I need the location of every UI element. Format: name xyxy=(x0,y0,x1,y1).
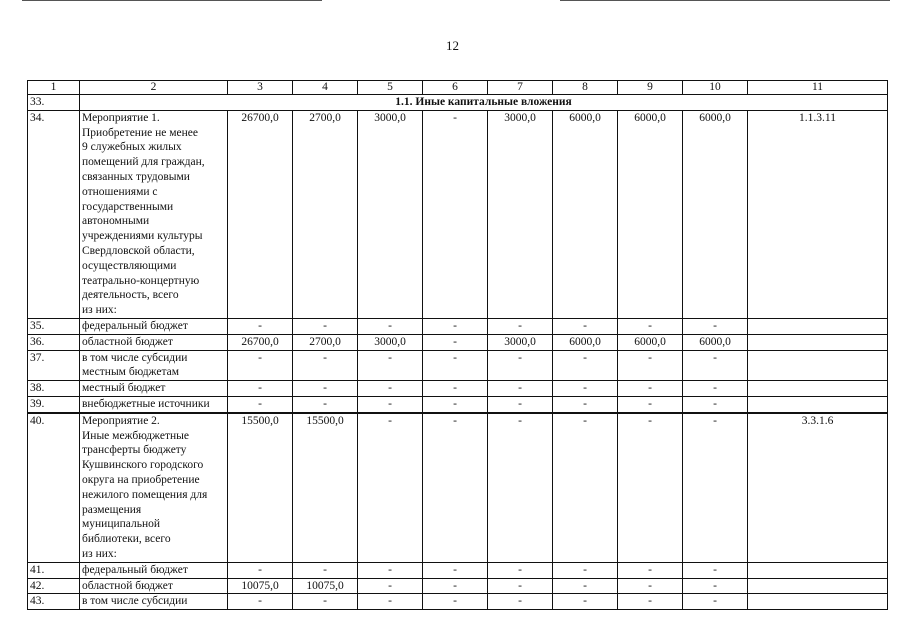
value-cell: - xyxy=(293,396,358,412)
value-cell: - xyxy=(683,594,748,610)
description-line: учреждениями культуры xyxy=(82,230,203,243)
value-cell: 3000,0 xyxy=(358,334,423,350)
value-cell: - xyxy=(358,594,423,610)
description-line: 9 служебных жилых xyxy=(82,141,182,154)
description-line: областной бюджет xyxy=(82,579,173,592)
value-cell: - xyxy=(488,578,553,594)
description-line: внебюджетные источники xyxy=(82,397,210,410)
value-cell: - xyxy=(358,562,423,578)
row-description xyxy=(80,334,228,350)
value-cell: - xyxy=(488,562,553,578)
value-cell: - xyxy=(618,381,683,397)
header-cell: 9 xyxy=(618,81,683,95)
row-number: 39. xyxy=(28,396,80,412)
description-line: из них: xyxy=(82,304,117,317)
value-cell: - xyxy=(553,562,618,578)
budget-table xyxy=(27,80,888,610)
value-cell: - xyxy=(228,396,293,412)
value-cell: - xyxy=(293,594,358,610)
description-line: областной бюджет xyxy=(82,335,173,348)
top-edge-line-left xyxy=(22,0,322,1)
value-cell: - xyxy=(228,381,293,397)
row-description xyxy=(80,318,228,334)
description-line: из них: xyxy=(82,547,117,560)
table-row xyxy=(28,381,888,397)
row-number: 36. xyxy=(28,334,80,350)
description-line: размещения xyxy=(82,503,142,516)
description-line: Приобретение не менее xyxy=(82,126,198,139)
value-cell: - xyxy=(488,350,553,381)
value-cell: - xyxy=(228,350,293,381)
header-cell: 10 xyxy=(683,81,748,95)
value-cell: - xyxy=(553,413,618,562)
value-cell: - xyxy=(683,562,748,578)
row-description xyxy=(80,350,228,381)
value-cell: - xyxy=(488,594,553,610)
description-line: Кушвинского городского xyxy=(82,459,204,472)
value-cell: - xyxy=(423,594,488,610)
header-cell: 3 xyxy=(228,81,293,95)
measure-row xyxy=(28,110,888,318)
value-cell: - xyxy=(423,413,488,562)
value-cell: 26700,0 xyxy=(228,334,293,350)
value-cell: - xyxy=(618,350,683,381)
table-row xyxy=(28,334,888,350)
description-line: в том числе субсидии xyxy=(82,351,188,364)
value-cell: - xyxy=(683,578,748,594)
description-line: библиотеки, всего xyxy=(82,533,171,546)
description-line: трансферты бюджету xyxy=(82,444,187,457)
description-line: нежилого помещения для xyxy=(82,488,208,501)
value-cell: 10075,0 xyxy=(228,578,293,594)
description-line: отношениями с xyxy=(82,185,158,198)
value-cell: - xyxy=(293,318,358,334)
row-number: 34. xyxy=(28,110,80,318)
header-cell: 1 xyxy=(28,81,80,95)
value-cell: - xyxy=(488,396,553,412)
value-cell: - xyxy=(358,413,423,562)
value-cell: 15500,0 xyxy=(228,413,293,562)
value-cell: - xyxy=(553,318,618,334)
description-line: федеральный бюджет xyxy=(82,319,188,332)
value-cell: - xyxy=(683,396,748,412)
value-cell: - xyxy=(228,318,293,334)
value-cell: - xyxy=(618,318,683,334)
description-line: федеральный бюджет xyxy=(82,563,188,576)
value-cell: - xyxy=(358,396,423,412)
value-cell: - xyxy=(618,396,683,412)
header-cell: 6 xyxy=(423,81,488,95)
value-cell: - xyxy=(423,318,488,334)
header-cell: 5 xyxy=(358,81,423,95)
row-description xyxy=(80,396,228,412)
value-cell: 6000,0 xyxy=(618,334,683,350)
description-line: осуществляющими xyxy=(82,259,177,272)
value-cell: - xyxy=(618,594,683,610)
value-cell: 3000,0 xyxy=(488,334,553,350)
description-line: связанных трудовыми xyxy=(82,170,190,183)
value-cell: - xyxy=(423,334,488,350)
value-cell: 6000,0 xyxy=(683,110,748,318)
description-line: государственными xyxy=(82,200,174,213)
header-cell: 7 xyxy=(488,81,553,95)
value-cell: 6000,0 xyxy=(683,334,748,350)
value-cell: - xyxy=(553,350,618,381)
header-cell: 8 xyxy=(553,81,618,95)
value-cell: - xyxy=(488,318,553,334)
header-cell: 11 xyxy=(748,81,888,95)
row-number: 40. xyxy=(28,413,80,562)
target-code xyxy=(748,334,888,350)
value-cell: 6000,0 xyxy=(618,110,683,318)
value-cell: 3000,0 xyxy=(488,110,553,318)
value-cell: - xyxy=(228,594,293,610)
description-line: автономными xyxy=(82,215,150,228)
row-description xyxy=(80,594,228,610)
value-cell: - xyxy=(618,413,683,562)
value-cell: - xyxy=(293,381,358,397)
target-code: 3.3.1.6 xyxy=(748,413,888,562)
page-number: 12 xyxy=(446,38,459,53)
description-line: Иные межбюджетные xyxy=(82,429,189,442)
row-description xyxy=(80,110,228,318)
description-line: местный бюджет xyxy=(82,382,166,395)
section-row xyxy=(28,95,888,111)
value-cell: - xyxy=(423,578,488,594)
value-cell: - xyxy=(683,413,748,562)
value-cell: - xyxy=(553,594,618,610)
description-line: муниципальной xyxy=(82,518,161,531)
value-cell: 3000,0 xyxy=(358,110,423,318)
row-number: 35. xyxy=(28,318,80,334)
description-line: театрально-концертную xyxy=(82,274,200,287)
section-title: 1.1. Иные капитальные вложения xyxy=(80,95,888,111)
target-code: 1.1.3.11 xyxy=(748,110,888,318)
value-cell: - xyxy=(423,110,488,318)
value-cell: - xyxy=(553,381,618,397)
description-line: Свердловской области, xyxy=(82,244,195,257)
value-cell: - xyxy=(488,381,553,397)
row-description xyxy=(80,381,228,397)
top-edge-line-right xyxy=(560,0,890,1)
table-row xyxy=(28,318,888,334)
row-description xyxy=(80,578,228,594)
target-code xyxy=(748,396,888,412)
value-cell: - xyxy=(488,413,553,562)
value-cell: - xyxy=(358,318,423,334)
row-number: 33. xyxy=(28,95,80,111)
value-cell: 6000,0 xyxy=(553,110,618,318)
table-row xyxy=(28,578,888,594)
row-number: 43. xyxy=(28,594,80,610)
header-cell: 4 xyxy=(293,81,358,95)
value-cell: - xyxy=(358,350,423,381)
value-cell: 6000,0 xyxy=(553,334,618,350)
value-cell: - xyxy=(293,562,358,578)
value-cell: - xyxy=(618,578,683,594)
table-row xyxy=(28,594,888,610)
value-cell: - xyxy=(683,318,748,334)
target-code xyxy=(748,350,888,381)
value-cell: - xyxy=(683,350,748,381)
value-cell: - xyxy=(358,381,423,397)
description-line: в том числе субсидии xyxy=(82,595,188,608)
value-cell: 26700,0 xyxy=(228,110,293,318)
target-code xyxy=(748,578,888,594)
value-cell: - xyxy=(293,350,358,381)
table-body xyxy=(28,81,888,610)
value-cell: 2700,0 xyxy=(293,334,358,350)
description-line: округа на приобретение xyxy=(82,473,200,486)
value-cell: - xyxy=(358,578,423,594)
row-number: 42. xyxy=(28,578,80,594)
value-cell: - xyxy=(423,396,488,412)
value-cell: - xyxy=(228,562,293,578)
value-cell: - xyxy=(423,562,488,578)
table-row xyxy=(28,350,888,381)
row-description xyxy=(80,413,228,562)
header-row xyxy=(28,81,888,95)
target-code xyxy=(748,594,888,610)
row-number: 41. xyxy=(28,562,80,578)
value-cell: - xyxy=(423,350,488,381)
table-row xyxy=(28,396,888,412)
description-line: местным бюджетам xyxy=(82,366,179,379)
measure-row xyxy=(28,413,888,562)
row-number: 37. xyxy=(28,350,80,381)
value-cell: - xyxy=(618,562,683,578)
value-cell: 10075,0 xyxy=(293,578,358,594)
row-description xyxy=(80,562,228,578)
value-cell: 15500,0 xyxy=(293,413,358,562)
description-line: Мероприятие 1. xyxy=(82,111,160,124)
target-code xyxy=(748,318,888,334)
description-line: деятельность, всего xyxy=(82,289,179,302)
table-row xyxy=(28,562,888,578)
target-code xyxy=(748,562,888,578)
value-cell: - xyxy=(423,381,488,397)
value-cell: - xyxy=(553,396,618,412)
value-cell: - xyxy=(683,381,748,397)
description-line: помещений для граждан, xyxy=(82,156,205,169)
value-cell: 2700,0 xyxy=(293,110,358,318)
header-cell: 2 xyxy=(80,81,228,95)
value-cell: - xyxy=(553,578,618,594)
row-number: 38. xyxy=(28,381,80,397)
description-line: Мероприятие 2. xyxy=(82,414,160,427)
target-code xyxy=(748,381,888,397)
